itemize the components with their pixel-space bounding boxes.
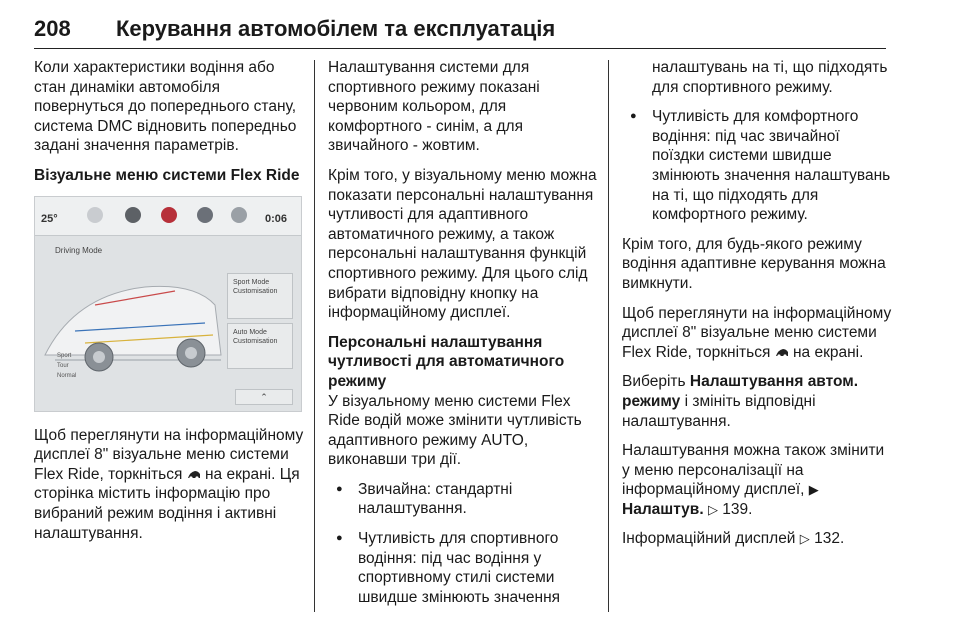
music-app-icon <box>87 207 103 223</box>
menu-name: Налаштування автом. режиму <box>622 373 859 410</box>
car-app-icon <box>231 207 247 223</box>
clock-readout: 0:06 <box>264 212 287 225</box>
temperature-readout: 25° <box>41 212 58 225</box>
mode-label: Tour <box>57 362 69 369</box>
page-header <box>34 14 886 49</box>
menu-name: Налаштув. <box>622 500 704 518</box>
body-paragraph <box>622 372 892 431</box>
bullet-list <box>622 107 892 225</box>
column-2 <box>328 58 598 617</box>
mode-label: Sport <box>57 352 72 359</box>
body-paragraph <box>622 441 892 519</box>
text: Інформаційний дисплей <box>622 530 796 548</box>
bullet-list <box>328 480 598 608</box>
column-divider <box>608 60 609 612</box>
column-divider <box>314 60 315 612</box>
body-paragraph: Крім того, у візуальному меню можна показати персональні налаштування чутливості для адаптивного автоматичного режиму, а також персональні налаштування функцій спортивного режиму. Для цього слід вибрати відповідну кнопку на інформаційному дисплеї. <box>328 166 597 322</box>
phone-app-icon <box>125 207 141 223</box>
settings-app-icon <box>197 207 213 223</box>
text: і змініть відповідні налаштування. <box>622 392 816 430</box>
screen-top-bar <box>35 197 301 236</box>
auto-mode-customisation-button[interactable]: Auto Mode Customisation <box>227 323 293 369</box>
text: Щоб переглянути на інформаційному дисплеї 8" візуальне меню системи Flex Ride, торкніться <box>622 304 892 361</box>
page-reference-icon: ▷ <box>707 501 718 517</box>
scroll-up-button[interactable]: ⌃ <box>235 389 293 405</box>
mode-label: Normal <box>57 372 77 379</box>
section-heading: Візуальне меню системи Flex Ride <box>34 166 300 184</box>
body-paragraph <box>622 304 892 363</box>
body-paragraph <box>34 426 304 544</box>
driving-mode-title: Driving Mode <box>55 245 103 255</box>
flex-ride-screen-image <box>34 196 302 412</box>
page-reference: 132. <box>814 530 845 548</box>
column-1 <box>34 58 304 553</box>
page-title: Керування автомобілем та експлуатація <box>116 16 556 41</box>
sport-mode-customisation-button[interactable]: Sport Mode Customisation <box>227 273 293 319</box>
body-paragraph: У візуальному меню системи Flex Ride водій може змінити чутливість адаптивного режиму AUTO, виконавши три дії. <box>328 392 582 469</box>
list-item: ● Чутливість для комфортного водіння: під час звичайної поїздки системи швидше змінюють значення налаштувань на ті, що підходять для комфортного режиму. <box>622 107 892 225</box>
text: на екрані. <box>792 343 864 361</box>
list-item: ● Чутливість для спортивного водіння: під час водіння у спортивному стилі системи швидше змінюють значення <box>328 529 598 607</box>
section-heading: Персональні налаштування чутливості для автоматичного режиму <box>328 333 565 390</box>
list-item: ● Звичайна: стандартні налаштування. <box>328 480 598 519</box>
page-reference: 139. <box>722 500 753 518</box>
page-number: 208 <box>34 16 71 41</box>
body-paragraph <box>622 529 892 549</box>
text: на екрані. Ця сторінка містить інформацію про вибраний режим водіння і активні налаштування. <box>34 465 300 542</box>
column-3 <box>622 58 892 559</box>
car-icon <box>775 346 789 358</box>
car-icon <box>187 468 201 480</box>
body-paragraph: Крім того, для будь-якого режиму водіння адаптивне керування можна вимкнути. <box>622 235 886 292</box>
intro-paragraph: Коли характеристики водіння або стан динаміки автомобіля повернуться до попереднього стану, система DMC відновить попередньо задані значення параметрів. <box>34 59 297 155</box>
text: Виберіть <box>622 373 686 391</box>
play-arrow-icon: ▶ <box>808 482 819 498</box>
page-reference-icon: ▷ <box>799 531 810 547</box>
body-paragraph: Налаштування системи для спортивного режиму показані червоним кольором, для комфортного - синім, а для звичайного - жовтим. <box>328 59 540 155</box>
text: Налаштування можна також змінити у меню персоналізації на інформаційному дисплеї, <box>622 442 885 499</box>
continued-bullet-text: налаштувань на ті, що підходять для спортивного режиму. <box>652 59 888 96</box>
nav-app-icon <box>161 207 177 223</box>
text: Щоб переглянути на інформаційному дисплеї 8" візуальне меню системи Flex Ride, торкніться <box>34 426 304 483</box>
